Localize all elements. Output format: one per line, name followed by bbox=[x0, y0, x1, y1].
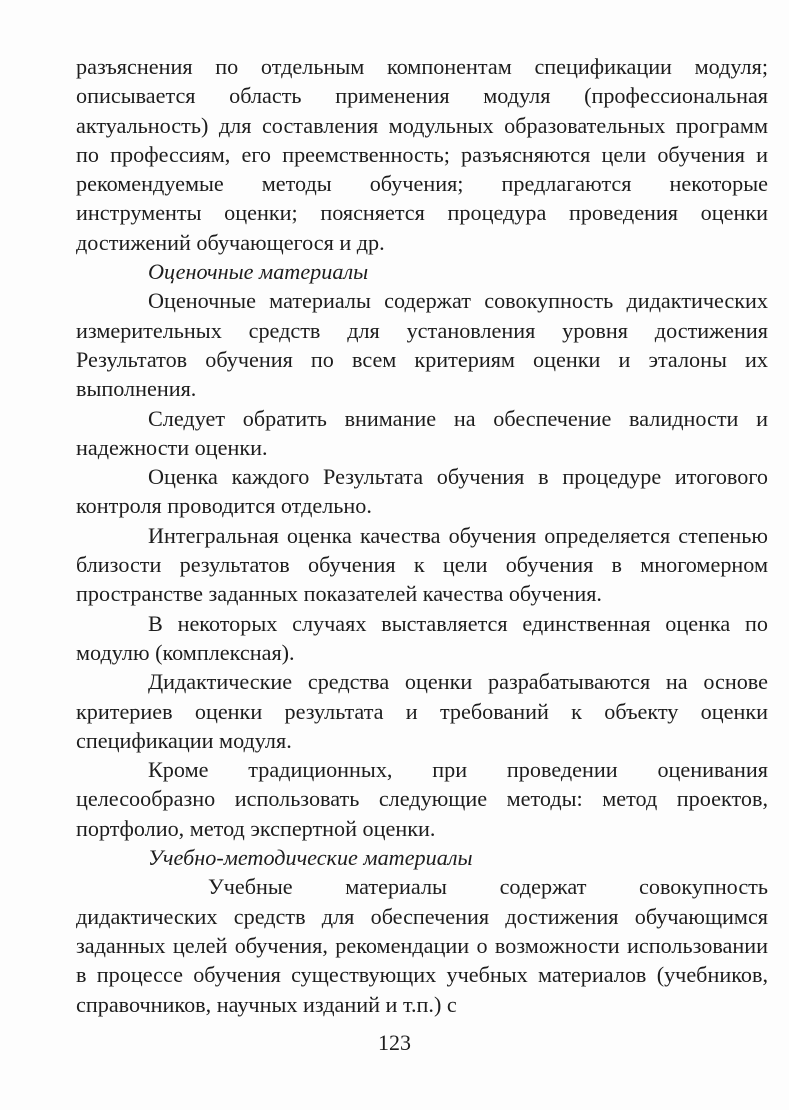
paragraph-assessment-content: Оценочные материалы содержат совокупность дидактических измерительных средств для установления уровня достижения Результатов обучения по всем критериям оценки и эталоны их выполнения. bbox=[76, 288, 768, 402]
body-text bbox=[76, 52, 768, 1019]
paragraph-validity: Следует обратить внимание на обеспечение валидности и надежности оценки. bbox=[76, 405, 768, 460]
paragraph-integral-assessment: Интегральная оценка качества обучения определяется степенью близости результатов обучения к цели обучения в многомерном пространстве заданных показателей качества обучения. bbox=[76, 522, 768, 607]
section-heading-teaching-materials: Учебно-методические материалы bbox=[148, 845, 473, 871]
paragraph-methods: Кроме традиционных, при проведении оценивания целесообразно использовать следующие методы: метод проектов, портфолио, метод экспертной оценки. bbox=[76, 757, 768, 841]
page-number: 123 bbox=[378, 1030, 411, 1055]
paragraph-continuation: разъяснения по отдельным компонентам спецификации модуля; описывается область применения модуля (профессиональная актуальность) для составления модульных образовательных программ по профессиям, его преемственность; разъясняются цели обучения и рекомендуемые методы обучения; предлагаются некоторые инструменты оценки; поясняется процедура проведения оценки достижений обучающегося и др. bbox=[76, 54, 768, 255]
paragraph-didactic-means: Дидактические средства оценки разрабатываются на основе критериев оценки результата и требований к объекту оценки спецификации модуля. bbox=[76, 669, 768, 753]
paragraph-teaching-materials: Учебные материалы содержат совокупность дидактических средств для обеспечения достижения обучающимся заданных целей обучения, рекомендации о возможности использовании в процессе обучения существующих учебных материалов (учебников, справочников, научных изданий и т.п.) с bbox=[76, 874, 768, 1017]
section-heading-assessment-materials: Оценочные материалы bbox=[148, 259, 369, 285]
paragraph-single-grade: В некоторых случаях выставляется единственная оценка по модулю (комплексная). bbox=[76, 610, 768, 665]
paragraph-each-result: Оценка каждого Результата обучения в процедуре итогового контроля проводится отдельно. bbox=[76, 464, 768, 519]
